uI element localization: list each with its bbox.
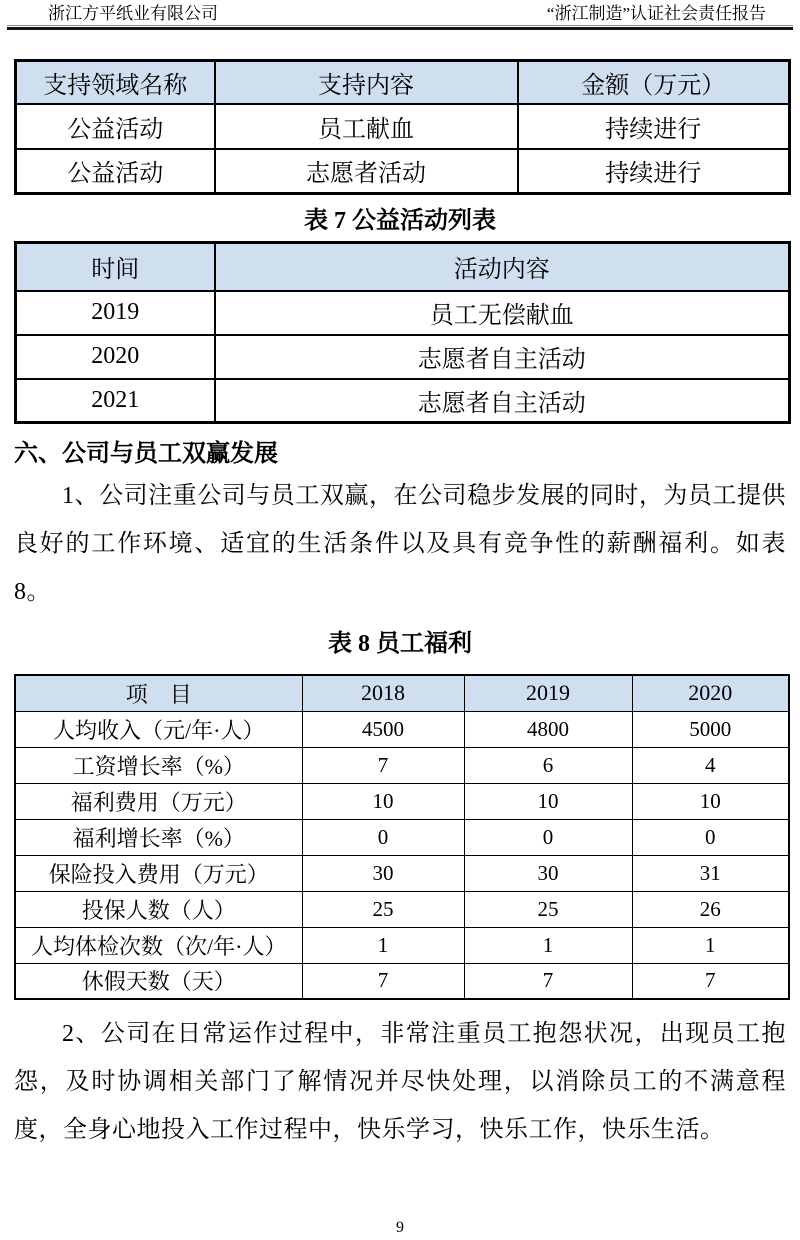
table-row xyxy=(15,963,789,999)
row-label: 休假天数（天） xyxy=(15,963,302,999)
table-row xyxy=(15,927,789,963)
cell-value: 1 xyxy=(302,927,464,963)
cell-value: 6 xyxy=(464,747,632,783)
table8-header-row xyxy=(15,675,789,711)
table-cell: 志愿者自主活动 xyxy=(215,379,790,423)
column-header: 活动内容 xyxy=(215,243,790,291)
table8-caption: 表 8 员工福利 xyxy=(328,631,472,657)
table-row xyxy=(16,104,790,149)
table-cell: 志愿者自主活动 xyxy=(215,335,790,379)
cell-value: 25 xyxy=(464,891,632,927)
page-footer xyxy=(0,1220,800,1236)
paragraph-1: 1、公司注重公司与员工双赢，在公司稳步发展的同时，为员工提供良好的工作环境、适宜的生活条件以及具有竞争性的薪酬福利。如表 8。 xyxy=(14,483,786,605)
table-cell: 2020 xyxy=(16,335,215,379)
table-cell: 2021 xyxy=(16,379,215,423)
cell-value: 26 xyxy=(632,891,789,927)
table-row xyxy=(15,891,789,927)
table-row xyxy=(16,335,790,379)
column-header: 2019 xyxy=(464,675,632,711)
column-header: 支持领域名称 xyxy=(16,61,215,104)
cell-value: 5000 xyxy=(632,711,789,747)
header-rule xyxy=(7,25,793,30)
header-report-title: “浙江制造”认证社会责任报告 xyxy=(546,4,766,23)
column-header: 2018 xyxy=(302,675,464,711)
table7-caption: 表 7 公益活动列表 xyxy=(304,208,496,234)
row-label: 人均体检次数（次/年·人） xyxy=(15,927,302,963)
support-table xyxy=(14,59,791,195)
cell-value: 25 xyxy=(302,891,464,927)
table-row xyxy=(15,783,789,819)
table-cell: 员工献血 xyxy=(215,104,518,149)
cell-value: 4 xyxy=(632,747,789,783)
cell-value: 7 xyxy=(302,963,464,999)
row-label: 工资增长率（%） xyxy=(15,747,302,783)
column-header: 项 目 xyxy=(15,675,302,711)
column-header: 时间 xyxy=(16,243,215,291)
cell-value: 4500 xyxy=(302,711,464,747)
cell-value: 10 xyxy=(464,783,632,819)
page-number: 9 xyxy=(396,1219,404,1236)
table-cell: 持续进行 xyxy=(518,149,790,194)
table-cell: 公益活动 xyxy=(16,104,215,149)
row-label: 保险投入费用（万元） xyxy=(15,855,302,891)
cell-value: 7 xyxy=(302,747,464,783)
table-row xyxy=(15,855,789,891)
column-header: 2020 xyxy=(632,675,789,711)
row-label: 福利增长率（%） xyxy=(15,819,302,855)
table-row xyxy=(15,819,789,855)
table-row xyxy=(15,747,789,783)
cell-value: 31 xyxy=(632,855,789,891)
cell-value: 0 xyxy=(302,819,464,855)
cell-value: 0 xyxy=(464,819,632,855)
support-table-header-row xyxy=(16,61,790,104)
paragraph-2: 2、公司在日常运作过程中，非常注重员工抱怨状况，出现员工抱怨，及时协调相关部门了解情况并尽快处理，以消除员工的不满意程度，全身心地投入工作过程中，快乐学习，快乐工作，快乐生活。 xyxy=(14,1021,786,1143)
cell-value: 7 xyxy=(464,963,632,999)
header-company-name: 浙江方平纸业有限公司 xyxy=(48,4,218,23)
section-heading: 六、公司与员工双赢发展 xyxy=(14,441,278,467)
column-header: 支持内容 xyxy=(215,61,518,104)
table-cell: 志愿者活动 xyxy=(215,149,518,194)
cell-value: 30 xyxy=(464,855,632,891)
column-header: 金额（万元） xyxy=(518,61,790,104)
table-row xyxy=(16,379,790,423)
cell-value: 1 xyxy=(464,927,632,963)
cell-value: 4800 xyxy=(464,711,632,747)
cell-value: 10 xyxy=(632,783,789,819)
row-label: 福利费用（万元） xyxy=(15,783,302,819)
row-label: 投保人数（人） xyxy=(15,891,302,927)
table-row xyxy=(16,149,790,194)
cell-value: 10 xyxy=(302,783,464,819)
table8-welfare xyxy=(14,674,790,1000)
cell-value: 1 xyxy=(632,927,789,963)
table-cell: 持续进行 xyxy=(518,104,790,149)
table-cell: 2019 xyxy=(16,291,215,335)
table7-activities xyxy=(14,241,791,424)
table-row xyxy=(16,291,790,335)
table-row xyxy=(15,711,789,747)
cell-value: 7 xyxy=(632,963,789,999)
table-cell: 员工无偿献血 xyxy=(215,291,790,335)
cell-value: 30 xyxy=(302,855,464,891)
row-label: 人均收入（元/年·人） xyxy=(15,711,302,747)
cell-value: 0 xyxy=(632,819,789,855)
table-cell: 公益活动 xyxy=(16,149,215,194)
table7-header-row xyxy=(16,243,790,291)
page-header xyxy=(0,0,800,24)
